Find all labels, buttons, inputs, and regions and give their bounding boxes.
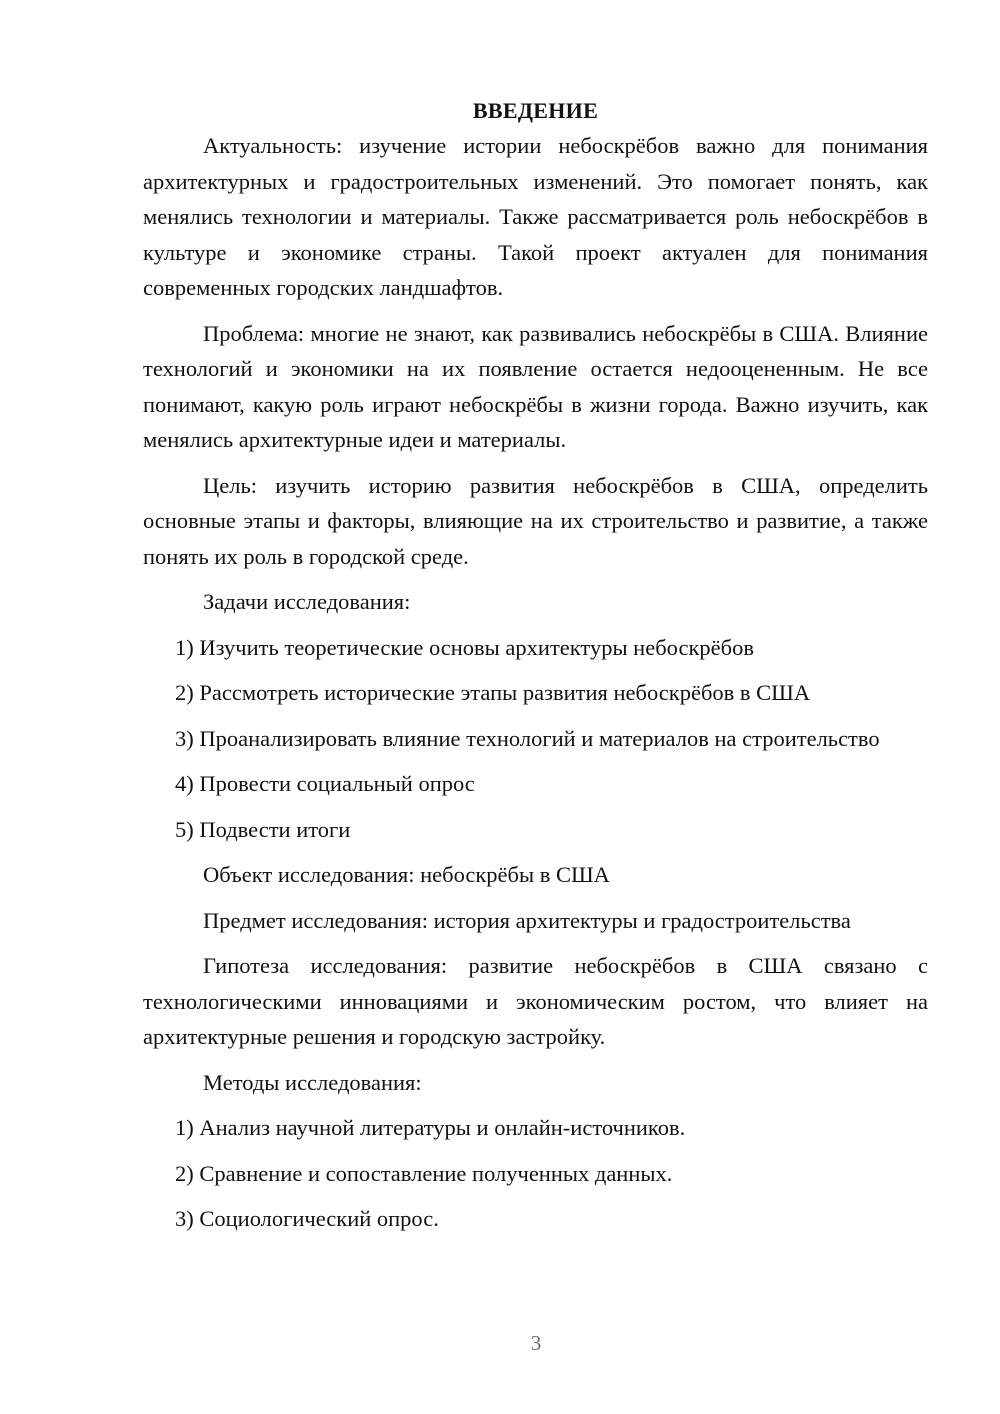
method-item-3: 3) Социологический опрос.	[175, 1206, 439, 1231]
section-title: ВВЕДЕНИЕ	[472, 98, 599, 123]
tasks-heading: Задачи исследования:	[203, 589, 411, 614]
relevance-paragraph: Актуальность: изучение истории небоскрёбов важно для понимания архитектурных и градостроительных изменений. Это помогает понять, как менялись технологии и материалы. Также рассматривается роль небоскрёбов в культуре и экономике страны. Такой проект актуален для понимания современных городских ландшафтов.	[143, 133, 928, 300]
task-item-2: 2) Рассмотреть исторические этапы развития небоскрёбов в США	[175, 680, 811, 705]
task-item-5: 5) Подвести итоги	[175, 816, 351, 842]
document-page	[143, 95, 928, 1247]
method-item-2: 2) Сравнение и сопоставление полученных данных.	[175, 1160, 673, 1186]
methods-heading: Методы исследования:	[203, 1069, 422, 1095]
task-item-1: 1) Изучить теоретические основы архитектуры небоскрёбов	[175, 634, 754, 660]
research-subject: Предмет исследования: история архитектуры и градостроительства	[203, 907, 851, 933]
task-item-4: 4) Провести социальный опрос	[175, 771, 475, 796]
hypothesis-paragraph: Гипотеза исследования: развитие небоскрёбов в США связано с технологическими инновациями и экономическим ростом, что влияет на архитектурные решения и городскую застройку.	[143, 953, 928, 1049]
goal-paragraph: Цель: изучить историю развития небоскрёбов в США, определить основные этапы и факторы, влияющие на их строительство и развитие, а также понять их роль в городской среде.	[143, 472, 928, 569]
problem-paragraph: Проблема: многие не знают, как развивались небоскрёбы в США. Влияние технологий и экономики на их появление остается недооцененным. Не все понимают, какую роль играют небоскрёбы в жизни города. Важно изучить, как менялись архитектурные идеи и материалы.	[143, 320, 928, 452]
research-object: Объект исследования: небоскрёбы в США	[203, 862, 610, 887]
task-item-3: 3) Проанализировать влияние технологий и материалов на строительство	[175, 725, 880, 751]
method-item-1: 1) Анализ научной литературы и онлайн-источников.	[175, 1115, 686, 1140]
page-number: 3	[530, 1331, 542, 1355]
